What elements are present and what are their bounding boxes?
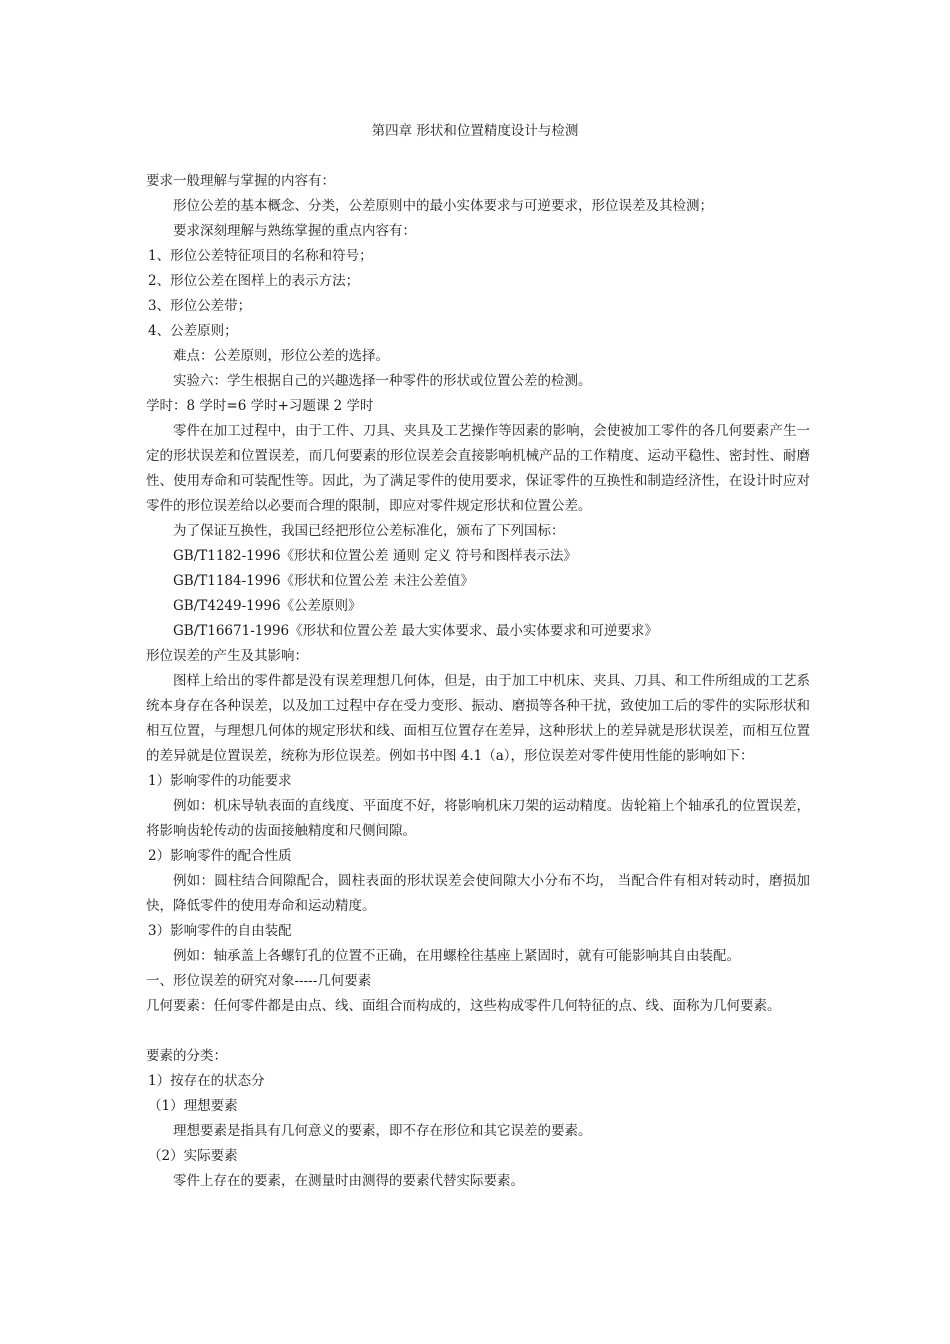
list-item-4: 4、公差原则； <box>148 323 238 339</box>
paragraph-actual-element: 零件上存在的要素，在测量时由测得的要素代替实际要素。 <box>173 1173 524 1189</box>
subheading-by-state: 1）按存在的状态分 <box>148 1073 265 1089</box>
paragraph-geometric-elements: 几何要素：任何零件都是由点、线、面组合而构成的，这些构成零件几何特征的点、线、面称为几何要素。 <box>146 998 781 1014</box>
paragraph-key-requirements: 要求深刻理解与熟练掌握的重点内容有： <box>173 223 416 239</box>
paragraph-intro: 零件在加工过程中，由于工件、刀具、夹具及工艺操作等因素的影响，会使被加工零件的各几何要素产生一定的形状误差和位置误差，而几何要素的形位误差会直接影响机械产品的工作精度、运动平稳性、密封性、耐磨性、使用寿命和可装配性等。因此，为了满足零件的使用要求，保证零件的互换性和制造经济性，在设计时应对零件的形位误差给以必要而合理的限制，即应对零件规定形状和位置公差。 <box>146 423 810 514</box>
blank-line <box>146 1019 810 1044</box>
subheading-ideal-element: （1）理想要素 <box>148 1098 238 1114</box>
list-item-1: 1、形位公差特征项目的名称和符号； <box>148 248 373 264</box>
standard-item-2: GB/T1184-1996《形状和位置公差 未注公差值》 <box>173 573 474 589</box>
list-item-3: 3、形位公差带； <box>148 298 252 314</box>
paragraph-function-example: 例如：机床导轨表面的直线度、平面度不好，将影响机床刀架的运动精度。齿轮箱上个轴承孔的位置误差，将影响齿轮传动的齿面接触精度和尺侧间隙。 <box>146 798 810 839</box>
paragraph-experiment: 实验六：学生根据自己的兴趣选择一种零件的形状或位置公差的检测。 <box>173 373 592 389</box>
subheading-fit: 2）影响零件的配合性质 <box>148 848 292 864</box>
section-heading-research-object: 一、形位误差的研究对象-----几何要素 <box>146 973 372 989</box>
document-body <box>146 169 810 1194</box>
subheading-assembly: 3）影响零件的自由装配 <box>148 923 292 939</box>
subheading-function: 1）影响零件的功能要求 <box>148 773 292 789</box>
section-heading-classification: 要素的分类： <box>146 1048 227 1064</box>
paragraph-fit-example: 例如：圆柱结合间隙配合，圆柱表面的形状误差会使间隙大小分布不均， 当配合件有相对转动时，磨损加快，降低零件的使用寿命和运动精度。 <box>146 873 810 914</box>
chapter-title: 第四章 形状和位置精度设计与检测 <box>371 123 579 139</box>
paragraph-error-origin: 图样上给出的零件都是没有误差理想几何体，但是，由于加工中机床、夹具、刀具、和工件所组成的工艺系统本身存在各种误差，以及加工过程中存在受力变形、振动、磨损等各种干扰，致使加工后的零件的实际形状和相互位置，与理想几何体的规定形状和线、面相互位置存在差异，这种形状上的差异就是形状误差，而相互位置的差异就是位置误差，统称为形位误差。例如书中图 4.1（a），形位误差对零件使用性能的影响如下： <box>146 673 810 764</box>
subheading-actual-element: （2）实际要素 <box>148 1148 238 1164</box>
paragraph-standards-intro: 为了保证互换性，我国已经把形位公差标准化，颁布了下列国标： <box>173 523 565 539</box>
standard-item-4: GB/T16671-1996《形状和位置公差 最大实体要求、最小实体要求和可逆要求》 <box>173 623 658 639</box>
paragraph-hours: 学时：8 学时=6 学时+习题课 2 学时 <box>146 398 374 414</box>
paragraph-assembly-example: 例如：轴承盖上各螺钉孔的位置不正确，在用螺栓往基座上紧固时，就有可能影响其自由装配。 <box>173 948 740 964</box>
paragraph-ideal-element: 理想要素是指具有几何意义的要素，即不存在形位和其它误差的要素。 <box>173 1123 592 1139</box>
standard-item-3: GB/T4249-1996《公差原则》 <box>173 598 362 614</box>
list-item-2: 2、形位公差在图样上的表示方法； <box>148 273 360 289</box>
paragraph-basic-concepts: 形位公差的基本概念、分类，公差原则中的最小实体要求与可逆要求，形位误差及其检测； <box>173 198 713 214</box>
standard-item-1: GB/T1182-1996《形状和位置公差 通则 定义 符号和图样表示法》 <box>173 548 577 564</box>
paragraph-general-requirements: 要求一般理解与掌握的内容有： <box>146 173 335 189</box>
paragraph-difficulties: 难点：公差原则，形位公差的选择。 <box>173 348 389 364</box>
section-heading-error-origin: 形位误差的产生及其影响： <box>146 648 308 664</box>
